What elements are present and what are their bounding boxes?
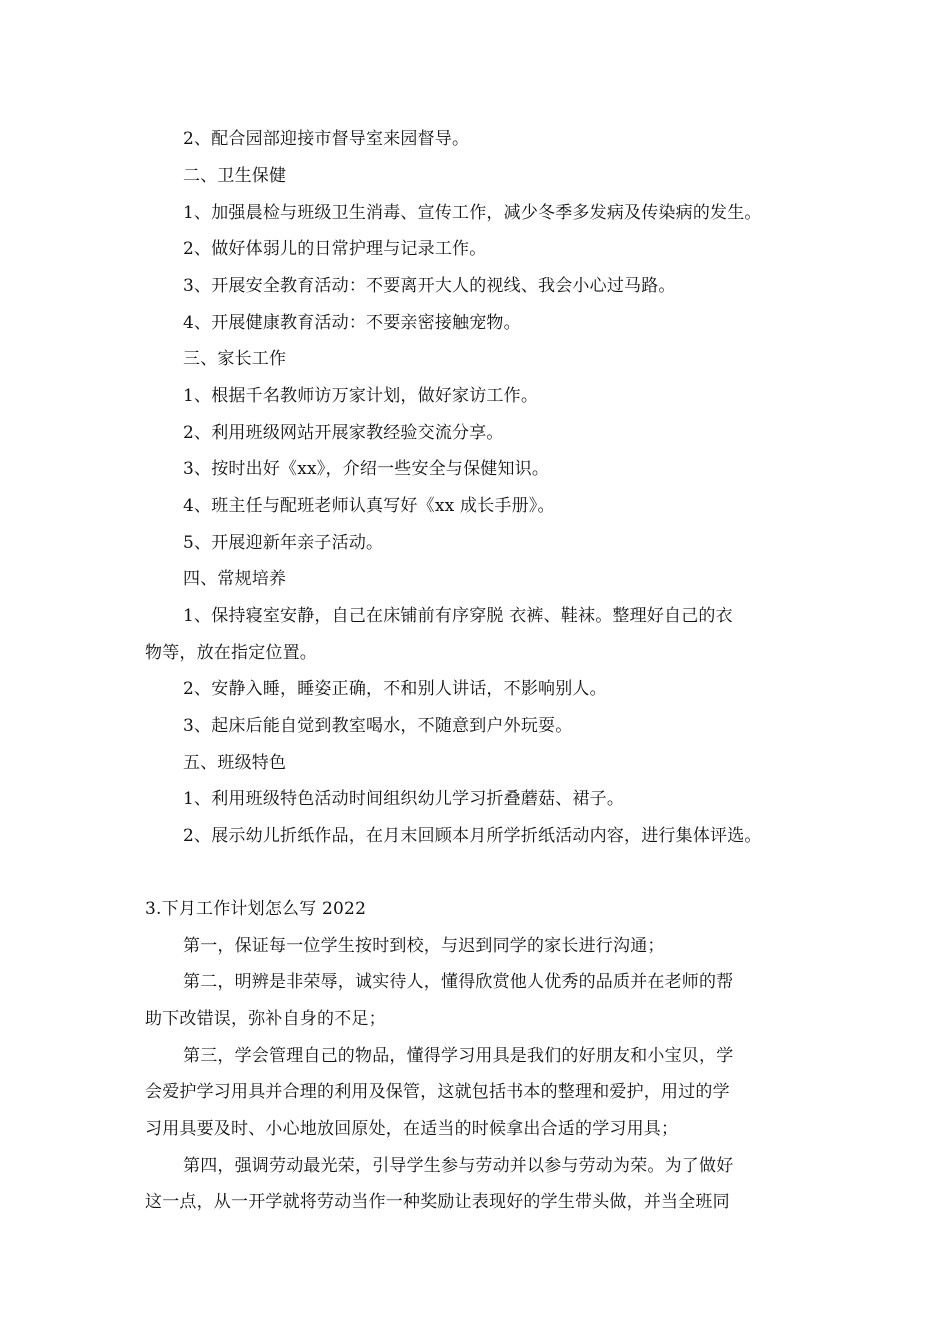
list-item: 2、利用班级网站开展家教经验交流分享。 [183,423,504,443]
list-item-continuation: 物等，放在指定位置。 [145,643,317,663]
paragraph-line: 习用具要及时、小心地放回原处，在适当的时候拿出合适的学习用具； [145,1119,679,1139]
list-item: 1、根据千名教师访万家计划，做好家访工作。 [183,386,539,406]
article-title: 3.下月工作计划怎么写 2022 [145,899,367,919]
list-item: 4、班主任与配班老师认真写好《xx 成长手册》。 [183,496,555,516]
section-heading: 三、家长工作 [183,349,287,369]
list-item: 3、开展安全教育活动：不要离开大人的视线、我会小心过马路。 [183,276,676,296]
list-item: 4、开展健康教育活动：不要亲密接触宠物。 [183,313,521,333]
paragraph-line: 第四，强调劳动最光荣，引导学生参与劳动并以参与劳动为荣。为了做好 [183,1156,734,1176]
paragraph-line: 这一点，从一开学就将劳动当作一种奖励让表现好的学生带头做，并当全班同 [145,1192,730,1212]
section-heading: 四、常规培养 [183,569,287,589]
paragraph-line: 第二，明辨是非荣辱，诚实待人，懂得欣赏他人优秀的品质并在老师的帮 [183,972,734,992]
list-item: 2、展示幼儿折纸作品，在月末回顾本月所学折纸活动内容，进行集体评选。 [183,826,762,846]
paragraph-line: 第一，保证每一位学生按时到校，与迟到同学的家长进行沟通； [183,936,665,956]
paragraph-line: 助下改错误，弥补自身的不足； [145,1009,386,1029]
list-item: 2、安静入睡，睡姿正确，不和别人讲话，不影响别人。 [183,679,607,699]
list-item: 3、起床后能自觉到教室喝水，不随意到户外玩耍。 [183,716,573,736]
paragraph-line: 第三，学会管理自己的物品，懂得学习用具是我们的好朋友和小宝贝，学 [183,1046,734,1066]
paragraph-line: 会爱护学习用具并合理的利用及保管，这就包括书本的整理和爱护，用过的学 [145,1082,730,1102]
list-item: 1、加强晨检与班级卫生消毒、宣传工作，减少冬季多发病及传染病的发生。 [183,203,762,223]
list-item: 1、保持寝室安静，自己在床铺前有序穿脱 衣裤、鞋袜。整理好自己的衣 [183,606,733,626]
list-item: 5、开展迎新年亲子活动。 [183,533,384,553]
list-item: 2、做好体弱儿的日常护理与记录工作。 [183,239,487,259]
list-item: 2、配合园部迎接市督导室来园督导。 [183,129,470,149]
section-heading: 二、卫生保健 [183,166,287,186]
list-item: 3、按时出好《xx》，介绍一些安全与保健知识。 [183,459,550,479]
section-heading: 五、班级特色 [183,753,287,773]
list-item: 1、利用班级特色活动时间组织幼儿学习折叠蘑菇、裙子。 [183,789,625,809]
